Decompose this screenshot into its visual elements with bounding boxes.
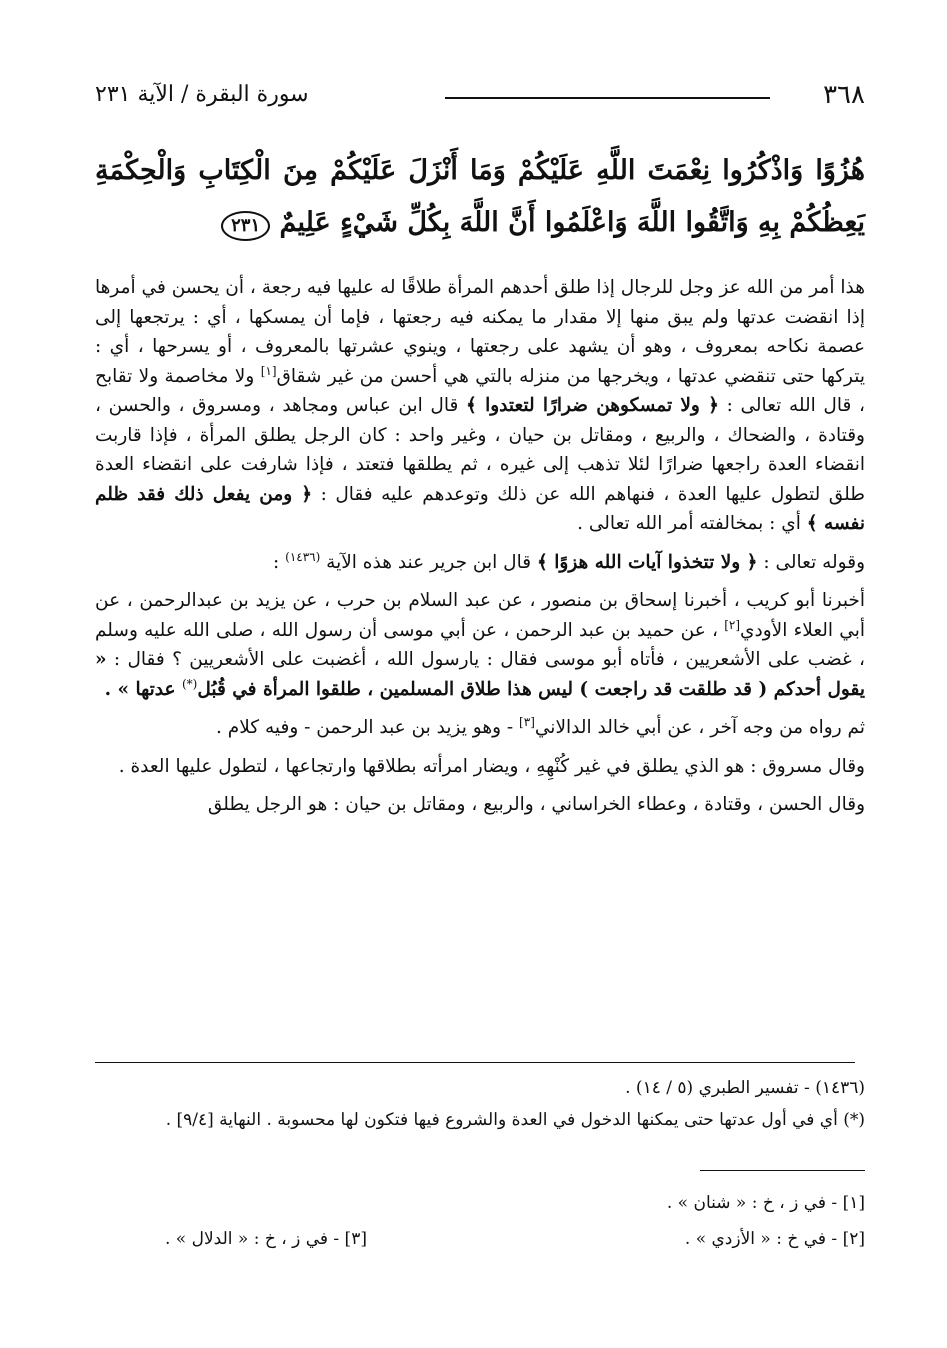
quran-verse xyxy=(95,145,865,249)
note-ref-star: (*) xyxy=(181,676,198,691)
commentary-body xyxy=(95,273,865,829)
p2-text-a: وقوله تعالى : xyxy=(757,551,865,573)
note-star: (*) أي في أول عدتها حتى يمكنها الدخول في العدة والشروع فيها فتكون لها محسوبة . النهاية [٩/٤] . xyxy=(165,1110,865,1130)
p3-text-b: ، عن حميد بن عبد الرحمن ، عن أبي موسى أن رسول الله ، صلى الله عليه وسلم ، غضب على الأشعريين ، فأتاه أبو موسى فقال : يارسول الله ، أغضبت على الأشعريين ؟ فقال : xyxy=(95,619,865,670)
footnote-ref-1: [١] xyxy=(260,363,277,378)
footnote-row-1 xyxy=(95,1185,865,1221)
paragraph-5: وقال مسروق : هو الذي يطلق في غير كُنْهِهِ ، ويضار امرأته بطلاقها وارتجاعها ، لتطول عليها العدة . xyxy=(118,755,865,777)
note-ref-1436: (١٤٣٦) xyxy=(285,549,321,564)
footnotes-rule xyxy=(700,1170,865,1171)
hadith-quote: « يقول أحدكم ( قد طلقت قد راجعت ) ليس هذا طلاق المسلمين ، طلقوا المرأة في قُبُل xyxy=(95,649,865,700)
page-number: ٣٦٨ xyxy=(823,80,865,110)
paragraph-3 xyxy=(95,586,865,704)
paragraph-6: وقال الحسن ، وقتادة ، وعطاء الخراساني ، والربيع ، ومقاتل بن حيان : هو الرجل يطلق xyxy=(207,794,865,815)
p1-text-d: أي : بمخالفته أمر الله تعالى . xyxy=(577,513,807,534)
footnote-2: [٢] - في خ : « الأزدي » . xyxy=(684,1229,865,1249)
p2-text-c: : xyxy=(273,551,286,573)
p2-text-b: قال ابن جرير عند هذه الآية xyxy=(320,551,537,573)
notes-rule xyxy=(95,1062,855,1063)
quote-3: ﴿ ولا تتخذوا آيات الله هزوًا ﴾ xyxy=(537,551,758,573)
footnote-3: [٣] - في ز ، خ : « الدلال » . xyxy=(165,1229,367,1249)
header-rule xyxy=(445,97,770,99)
paragraph-4 xyxy=(95,713,865,743)
footnote-ref-3: [٣] xyxy=(519,714,535,729)
p1-text-b: ولا مخاصمة ولا تقابح ، قال الله تعالى : xyxy=(95,365,865,416)
page-header xyxy=(95,80,865,114)
manuscript-footnotes xyxy=(95,1185,865,1257)
surah-label: سورة البقرة / الآية ٢٣١ xyxy=(95,82,309,107)
footnote-row-2 xyxy=(95,1221,865,1257)
quote-1: ﴿ ولا تمسكوهن ضرارًا لتعتدوا ﴾ xyxy=(466,395,719,416)
note-1436: (١٤٣٦) - تفسير الطبري (٥ / ١٤) . xyxy=(625,1078,865,1098)
p1-text-a: هذا أمر من الله عز وجل للرجال إذا طلق أحدهم المرأة طلاقًا له عليها فيه رجعة ، أن يحسن في أمرها إذا انقضت عدتها ولم يبق منها إلا مقدار ما يمكنه فيه رجعتها ، فإما أن يمسكها ، أي : يرتجعها إلى عصمة نكاحه بمعروف ، وهو أن يشهد على رجعتها ، وينوي عشرتها بالمعروف ، أو يسرحها ، أي : يتركها حتى تنقضي عدتها ، ويخرجها من منزله بالتي هي أحسن من غير شقاق xyxy=(95,277,865,387)
p4-text-a: ثم رواه من وجه آخر ، عن أبي خالد الدالاني xyxy=(534,717,865,738)
paragraph-2 xyxy=(95,548,865,578)
paragraph-1 xyxy=(95,273,865,539)
editor-notes xyxy=(95,1072,865,1136)
verse-number-mark: ٢٣١ xyxy=(221,211,270,241)
verse-text: هُزُوًا وَاذْكُرُوا نِعْمَتَ اللَّهِ عَلَيْكُمْ وَمَا أَنْزَلَ عَلَيْكُمْ مِنَ الْكِتَابِ وَالْحِكْمَةِ يَعِظُكُمْ بِهِ وَاتَّقُوا اللَّهَ وَاعْلَمُوا أَنَّ اللَّهَ بِكُلِّ شَيْءٍ عَلِيمٌ xyxy=(95,155,865,238)
p3-text-a: أخبرنا أبو كريب ، أخبرنا إسحاق بن منصور ، عن عبد السلام بن حرب ، عن يزيد بن عبدالرحمن ، عن أبي العلاء الأودي xyxy=(95,590,865,641)
quote-2: ﴿ ومن يفعل ذلك فقد ظلم نفسه ﴾ xyxy=(95,483,865,534)
footnote-ref-2: [٢] xyxy=(724,617,741,632)
footnote-1: [١] - في ز ، خ : « شنان » . xyxy=(666,1193,865,1213)
hadith-quote-end: عدتها » . xyxy=(104,678,182,700)
p4-text-b: - وهو يزيد بن عبد الرحمن - وفيه كلام . xyxy=(216,717,520,738)
p1-text-c: قال ابن عباس ومجاهد ، ومسروق ، والحسن ، وقتادة ، والضحاك ، والربيع ، ومقاتل بن حيان ، وغير واحد : كان الرجل يطلق المرأة ، فإذا قاربت انقضاء العدة راجعها ضرارًا لئلا تذهب إلى غيره ، ثم يطلقها فتعتد ، فإذا شارفت على انقضاء العدة طلق لتطول عليها العدة ، فنهاهم الله عن ذلك وتوعدهم عليه فقال : xyxy=(95,395,865,505)
